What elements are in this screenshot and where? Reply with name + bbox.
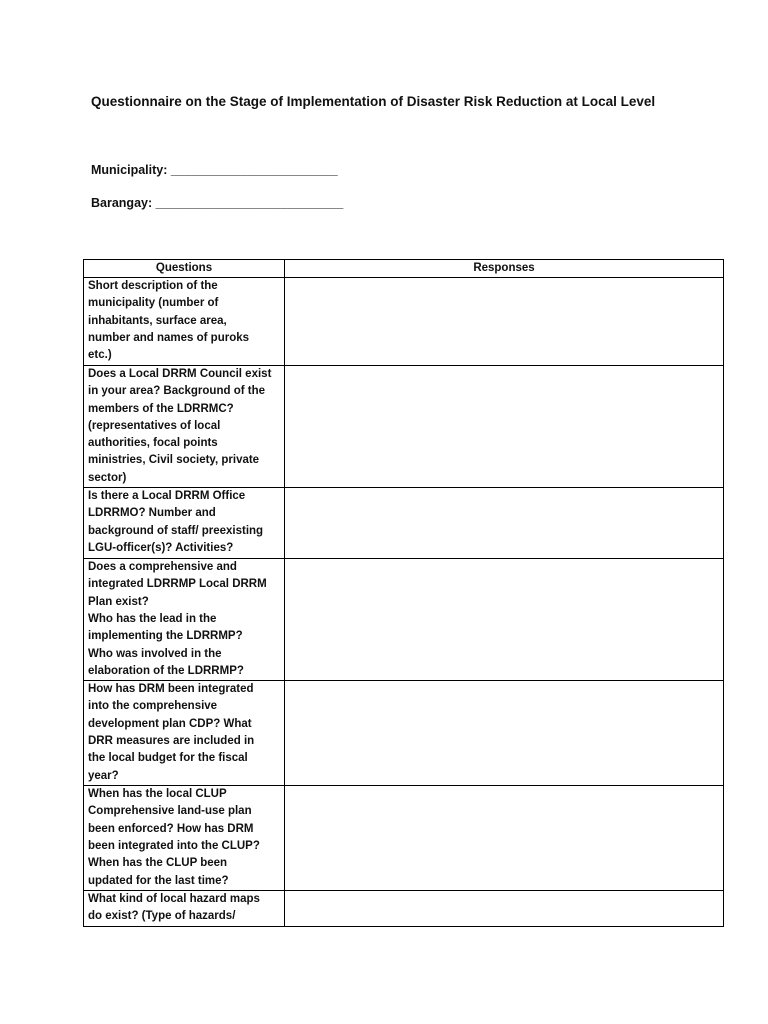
responses-header: Responses — [285, 260, 724, 278]
question-text: Is there a Local DRRM Office LDRRMO? Number and background of staff/ preexisting LGU-officer(s)? Activities? — [88, 490, 264, 554]
question-cell — [84, 681, 285, 786]
questionnaire-table — [83, 259, 724, 927]
response-cell[interactable] — [285, 891, 724, 927]
barangay-field[interactable]: Barangay: ___________________________ — [91, 196, 344, 210]
question-text: How has DRM been integrated into the comprehensive development plan CDP? What DRR measures are included in the local budget for the fiscal year? — [88, 683, 255, 782]
question-cell — [84, 559, 285, 681]
table-row — [84, 278, 724, 366]
table-row — [84, 681, 724, 786]
page-title: Questionnaire on the Stage of Implementation of Disaster Risk Reduction at Local Level — [91, 94, 656, 109]
table-row — [84, 786, 724, 891]
question-cell — [84, 488, 285, 559]
table-row — [84, 559, 724, 681]
table-row — [84, 366, 724, 488]
response-cell[interactable] — [285, 366, 724, 488]
response-cell[interactable] — [285, 786, 724, 891]
question-text: What kind of local hazard maps do exist? (Type of hazards/ — [88, 893, 260, 923]
question-cell — [84, 786, 285, 891]
table-row — [84, 891, 724, 927]
questions-header: Questions — [84, 260, 285, 278]
table-header-row — [84, 260, 724, 278]
question-cell — [84, 278, 285, 366]
question-text: Does a Local DRRM Council exist in your area? Background of the members of the LDRRMC? (representatives of local authorities, focal points ministries, Civil society, private sector) — [88, 368, 272, 484]
question-text: When has the local CLUP Comprehensive land-use plan been enforced? How has DRM been integrated into the CLUP? When has the CLUP been updated for the last time? — [88, 788, 260, 887]
response-cell[interactable] — [285, 681, 724, 786]
municipality-field[interactable]: Municipality: ________________________ — [91, 163, 338, 177]
response-cell[interactable] — [285, 488, 724, 559]
question-text: Does a comprehensive and integrated LDRRMP Local DRRM Plan exist? Who has the lead in the implementing the LDRRMP? Who was involved in the elaboration of the LDRRMP? — [88, 561, 267, 677]
question-cell — [84, 891, 285, 927]
question-cell — [84, 366, 285, 488]
table-row — [84, 488, 724, 559]
question-text: Short description of the municipality (number of inhabitants, surface area, number and names of puroks etc.) — [88, 280, 250, 362]
response-cell[interactable] — [285, 559, 724, 681]
response-cell[interactable] — [285, 278, 724, 366]
